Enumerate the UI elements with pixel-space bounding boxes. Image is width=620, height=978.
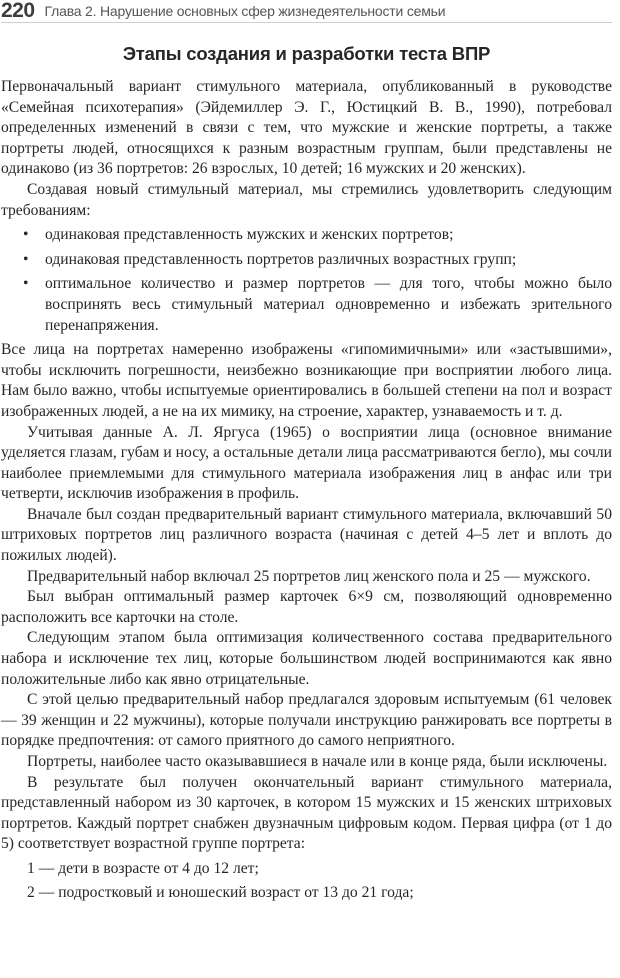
paragraph: Следующим этапом была оптимизация количественного состава предварительного набора и исключение тех лиц, которые большинством людей воспринимаются как явно положительные либо как явно отрицательные.	[1, 629, 612, 688]
paragraph: Создавая новый стимульный материал, мы стремились удовлетворить следующим требованиям:	[1, 180, 612, 219]
age-code-item: 2 — подростковый и юношеский возраст от 13 до 21 года;	[27, 883, 414, 901]
paragraph: Учитывая данные А. Л. Яргуса (1965) о восприятии лица (основное внимание уделяется глазам, губам и носу, а остальные детали лица рассматриваются бегло), мы сочли наиболее приемлемыми для стимульного материала изображения лиц в анфас или три четверти, исключив изображения в профиль.	[1, 423, 612, 503]
paragraph: Был выбран оптимальный размер карточек 6×9 см, позволяющий одновременно расположить все карточки на столе.	[1, 588, 612, 626]
paragraph: Портреты, наиболее часто оказывавшиеся в начале или в конце ряда, были исключены.	[27, 753, 608, 770]
requirements-list	[1, 225, 612, 336]
list-item	[1, 225, 612, 246]
page-header	[1, 0, 612, 23]
paragraph: Вначале был создан предварительный вариант стимульного материала, включавший 50 штриховых портретов лиц различного возраста (начиная с детей 4–5 лет и вплоть до пожилых людей).	[1, 505, 612, 565]
age-code-item: 1 — дети в возрасте от 4 до 12 лет;	[27, 859, 259, 877]
bullet-icon: •	[23, 275, 29, 293]
age-code-list	[1, 859, 612, 903]
bullet-icon: •	[23, 250, 29, 268]
page-number: 220	[1, 0, 35, 22]
body-text	[1, 77, 612, 903]
running-head: Глава 2. Нарушение основных сфер жизнедеятельности семьи	[44, 3, 446, 19]
list-item	[1, 274, 612, 336]
list-item-text: одинаковая представленность мужских и женских портретов;	[45, 226, 454, 244]
list-item-text: одинаковая представленность портретов различных возрастных групп;	[45, 250, 517, 268]
paragraph: С этой целью предварительный набор предлагался здоровым испытуемым (61 человек — 39 женщин и 22 мужчины), которые получали инструкцию ранжировать все портреты в порядке предпочтения: от самого приятного до самого неприятного.	[1, 691, 612, 750]
section-title: Этапы создания и разработки теста ВПР	[122, 43, 491, 64]
list-item	[1, 250, 612, 271]
list-item-text: оптимальное количество и размер портретов — для того, чтобы можно было воспринять весь стимульный материал одновременно и избежать зрительного перенапряжения.	[45, 275, 612, 334]
paragraph: В результате был получен окончательный вариант стимульного материала, представленный набором из 30 карточек, в котором 15 мужских и 15 женских штриховых портретов. Каждый портрет снабжен двузначным цифровым кодом. Первая цифра (от 1 до 5) соответствует возрастной группе портрета:	[1, 773, 612, 853]
paragraph: Предварительный набор включал 25 портретов лиц женского пола и 25 — мужского.	[27, 567, 591, 585]
bullet-icon: •	[23, 226, 29, 244]
paragraph: Первоначальный вариант стимульного материала, опубликованный в руководстве «Семейная психотерапия» (Эйдемиллер Э. Г., Юстицкий В. В., 1990), потребовал определенных изменений в связи с тем, что мужские и женские портреты, а также портреты людей, относящихся к разным возрастным группам, были представлены не одинаково (из 36 портретов: 26 взрослых, 10 детей; 16 мужских и 20 женских).	[1, 78, 612, 178]
paragraph: Все лица на портретах намеренно изображены «гипомимичными» или «застывшими», чтобы исключить погрешности, неизбежно возникающие при восприятии любого лица. Нам было важно, чтобы испытуемые ориентировались в большей степени на пол и возраст изображенных людей, а не на их мимику, на строение, характер, узнаваемость и т. д.	[1, 341, 612, 420]
